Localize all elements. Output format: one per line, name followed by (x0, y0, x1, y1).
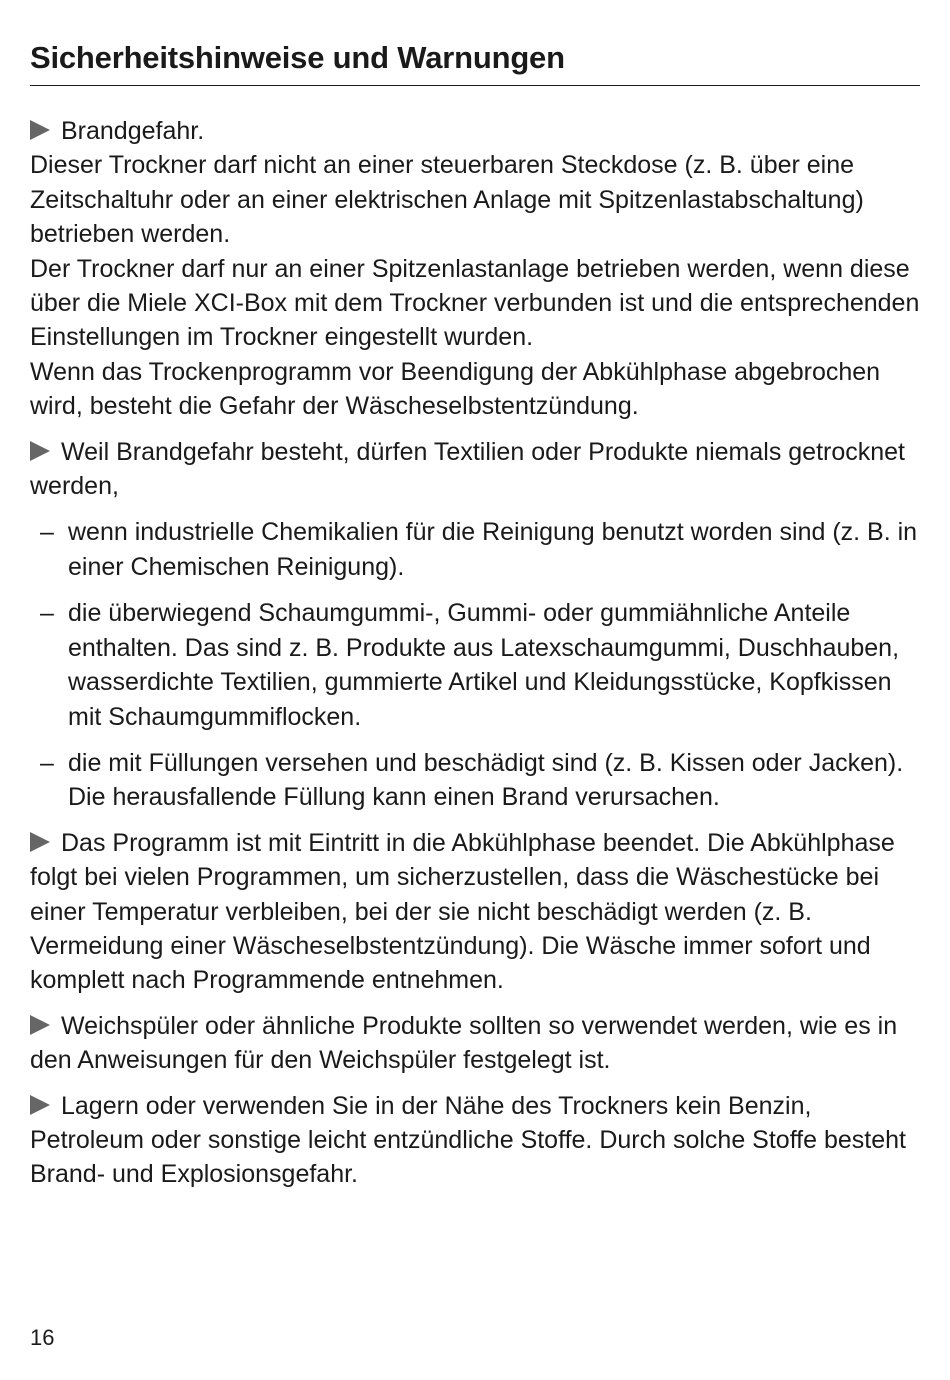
list-item-text: die überwiegend Schaumgummi-, Gummi- oder gummiähnliche Anteile enthalten. Das sind z. B. Produkte aus Latexschaumgummi, Duschhauben, wasserdichte Textilien, gummierte Artikel und Kleidungsstücke, Kopfkissen mit Schaumgummiflocken. (68, 599, 900, 731)
warning-block-cooling-phase (30, 826, 920, 998)
triangle-right-icon (30, 832, 50, 852)
dash-list (30, 515, 920, 814)
paragraph: Wenn das Trockenprogramm vor Beendigung der Abkühlphase abgebrochen wird, besteht die Gefahr der Wäscheselbstentzündung. (30, 357, 881, 421)
paragraph: Dieser Trockner darf nicht an einer steuerbaren Steckdose (z. B. über eine Zeitschaltuhr oder an einer elektrischen Anlage mit Spitzenlastabschaltung) betrieben werden. (30, 151, 864, 249)
title-divider (30, 85, 920, 86)
warning-block-textiles (30, 435, 920, 815)
dash-bullet: – (40, 599, 54, 628)
warning-block-fabric-softener (30, 1009, 920, 1078)
dash-bullet: – (40, 748, 54, 777)
paragraph (30, 826, 920, 998)
page-number: 16 (30, 1325, 55, 1350)
page-title: Sicherheitshinweise und Warnungen (30, 40, 565, 75)
list-item (30, 515, 920, 584)
warning-block-fire-hazard (30, 114, 920, 424)
paragraph (30, 435, 920, 504)
paragraph-text: Weil Brandgefahr besteht, dürfen Textilien oder Produkte niemals getrocknet werden, (30, 437, 906, 501)
paragraph: Der Trockner darf nur an einer Spitzenlastanlage betrieben werden, wenn diese über die Miele XCI-Box mit dem Trockner verbunden ist und die entsprechenden Einstellungen im Trockner eingestellt wurden. (30, 254, 920, 352)
paragraph (30, 1089, 920, 1192)
triangle-right-icon (30, 441, 50, 461)
list-item (30, 596, 920, 734)
paragraph-text: Brandgefahr. (61, 117, 205, 145)
paragraph-text: Lagern oder verwenden Sie in der Nähe des Trockners kein Benzin, Petroleum oder sonstige leicht entzündliche Stoffe. Durch solche Stoffe besteht Brand- und Explosionsgefahr. (30, 1091, 906, 1189)
list-item-text: wenn industrielle Chemikalien für die Reinigung benutzt worden sind (z. B. in einer Chemischen Reinigung). (68, 518, 918, 581)
triangle-right-icon (30, 120, 50, 140)
paragraph-text: Weichspüler oder ähnliche Produkte sollten so verwendet werden, wie es in den Anweisungen für den Weichspüler festgelegt ist. (30, 1011, 898, 1075)
paragraph (30, 114, 920, 148)
triangle-right-icon (30, 1015, 50, 1035)
warning-block-flammable-substances (30, 1089, 920, 1192)
list-item-text: die mit Füllungen versehen und beschädigt sind (z. B. Kissen oder Jacken). Die herausfallende Füllung kann einen Brand verursachen. (68, 748, 904, 812)
safety-content (30, 114, 920, 1203)
paragraph (30, 1009, 920, 1078)
list-item (30, 746, 920, 815)
triangle-right-icon (30, 1095, 50, 1115)
paragraph-text: Das Programm ist mit Eintritt in die Abkühlphase beendet. Die Abkühlphase folgt bei vielen Programmen, um sicherzustellen, dass die Wäschestücke bei einer Temperatur verbleiben, bei der sie nicht beschädigt werden (z. B. Vermeidung einer Wäscheselbstentzündung). Die Wäsche immer sofort und komplett nach Programmende entnehmen. (30, 828, 895, 995)
dash-bullet: – (40, 518, 54, 547)
